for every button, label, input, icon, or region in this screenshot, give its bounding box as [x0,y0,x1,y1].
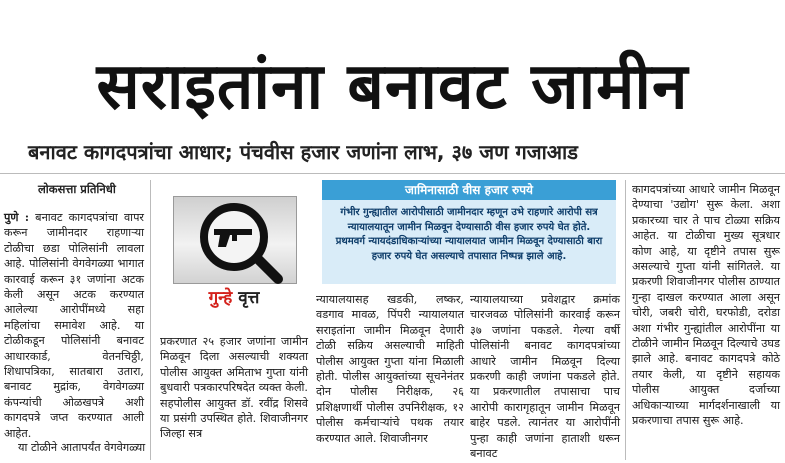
callout-body: गंभीर गुन्ह्यातील आरोपीसाठी जामीनदार म्हणून उभे राहणारे आरोपी सत्र न्यायालयातून जामीन मिळवून देण्यासाठी वीस हजार रुपये घेत होते. प्रथमवर्ग न्यायदंडाधिकाऱ्यांच्या न्यायालयात जामीन मिळवून देण्यासाठी बारा हजार रुपये घेत असल्याचे तपासात निष्पन्न झाले आहे. [322,200,616,284]
column-1-text: बनावट कागदपत्रांचा वापर करून जामीनदार राहणाऱ्या टोळीचा छडा पोलिसांनी लावला आहे. पोलिसांनी वेगवेगळ्या भागात कारवाई करून ३१ जणांना अटक केली असून अटक करण्यात आलेल्या आरोपींमध्ये सहा महिलांचा समावेश आहे. या टोळीकडून पोलिसांनी बनावट आधारकार्ड, वेतनचिठ्ठी, शिधापत्रिका, सातबारा उतारा, बनावट मुद्रांक, वेगवेगळ्या कंपन्यांची ओळखपत्रे अशी कागदपत्रे जप्त करण्यात आली आहेत. [4,211,144,440]
column-4: न्यायालयाच्या प्रवेशद्वार क्रमांक चारजवळ पोलिसांनी कारवाई करून ३७ जणांना पकडले. गेल्या वर्षी पोलिसांनी बनावट कागदपत्रांच्या आधारे जामीन मिळवून दिल्या प्रकरणी काही जणांना पकडले होते. या प्रकरणातील तपासाचा पाच आरोपी कारागृहातून जामीन मिळवून बाहेर पडले. त्यानंतर या आरोपींनी पुन्हा काही जणांना हाताशी धरून बनावट [470,293,620,461]
column-divider-2 [625,180,626,460]
dateline: पुणे : [4,210,30,224]
magnifier-pistol-icon [174,197,298,285]
column-1 [4,210,144,440]
column-1-tail: या टोळीने आतापर्यंत वेगवेगळ्या [18,441,146,454]
byline: लोकसत्ता प्रतिनिधी [38,182,116,196]
header-divider [0,173,785,174]
logo-caption [155,286,313,310]
column-5: कागदपत्रांच्या आधारे जामीन मिळवून देण्याचा 'उद्योग' सुरू केला. अशा प्रकारच्या चार ते पाच टोळ्या सक्रिय आहेत. या टोळीचा मुख्य सूत्रधार कोण आहे, या दृष्टीने तपास सुरू असल्याचे गुप्ता यांनी सांगितले. या प्रकरणी शिवाजीनगर पोलीस ठाण्यात गुन्हा दाखल करण्यात आला असून चोरी, जबरी चोरी, घरफोडी, दरोडा अशा गंभीर गुन्ह्यांतील आरोपींना या टोळीने जामीन मिळवून दिल्याचे उघड झाले आहे. बनावट कागदपत्रे कोठे तयार केली, या दृष्टीने सहायक पोलीस आयुक्त दर्जाच्या अधिकाऱ्याच्या मार्गदर्शनाखाली या प्रकरणाचा तपास सुरू आहे. [632,183,780,428]
article-subheadline: बनावट कागदपत्रांचा आधार; पंचवीस हजार जणांना लाभ, ३७ जण गजाआड [28,140,578,164]
logo-plate [173,196,297,284]
column-divider-1 [150,180,151,460]
column-3: न्यायालयासह खडकी, लष्कर, वडगाव मावळ, पिंपरी न्यायालयात सराइतांना जामीन मिळवून देणारी टोळी सक्रिय असल्याची माहिती पोलीस आयुक्त गुप्ता यांना मिळाली होती. पोलीस आयुक्तांच्या सूचनेनंतर दोन पोलीस निरीक्षक, २६ प्रशिक्षणार्थी पोलीस उपनिरीक्षक, १२ पोलीस कर्मचाऱ्यांचे पथक तयार करण्यात आले. शिवाजीनगर [316,293,464,445]
column-2: प्रकरणात २५ हजार जणांना जामीन मिळवून दिला असल्याची शक्यता पोलीस आयुक्त अमिताभ गुप्ता यांनी बुधवारी पत्रकारपरिषदेत व्यक्त केली. सहपोलीस आयुक्त डॉ. रवींद्र शिसवे या प्रसंगी उपस्थित होते. शिवाजीनगर जिल्हा सत्र [160,335,308,441]
crime-news-logo [155,186,313,312]
callout-title: जामिनासाठी वीस हजार रुपये [322,180,616,200]
logo-word-crime: गुन्हे [208,288,233,308]
logo-word-news: वृत्त [238,288,260,308]
article-headline: सराइतांना बनावट जामीन [96,50,689,124]
